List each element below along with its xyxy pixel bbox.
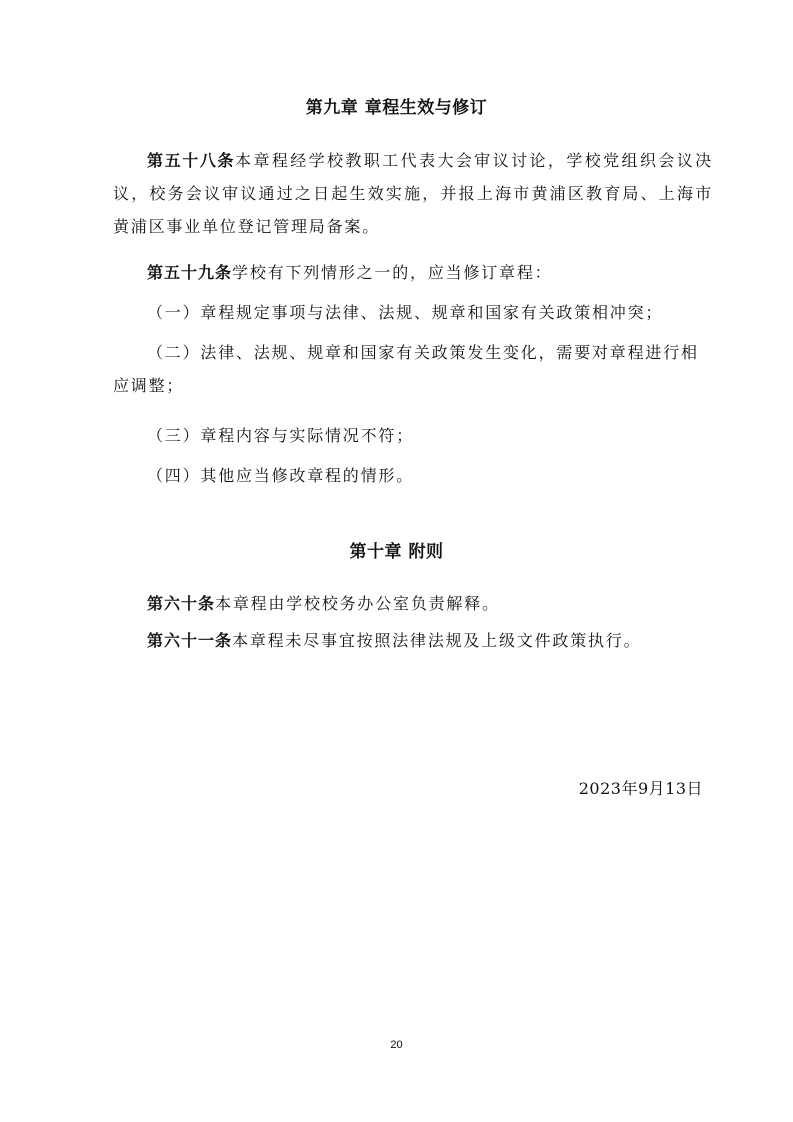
article-59-text: 学校有下列情形之一的，应当修订章程： — [232, 263, 553, 282]
article-59-lead: 第五十九条 — [147, 263, 233, 282]
list-item-4: （四）其他应当修改章程的情形。 — [147, 466, 415, 485]
list-item-1: （一）章程规定事项与法律、法规、规章和国家有关政策相冲突； — [147, 303, 664, 322]
article-61 — [113, 624, 713, 657]
article-60-lead: 第六十条 — [147, 594, 216, 613]
chapter-10-title: 第十章 附则 — [349, 542, 444, 562]
article-60 — [113, 587, 713, 620]
article-58-lead: 第五十八条 — [147, 151, 236, 170]
article-58-text: 本章程经学校教职工代表大会审议讨论，学校党组织会议决议，校务会议审议通过之日起生效实施，并报上海市黄浦区教育局、上海市黄浦区事业单位登记管理局备案。 — [113, 151, 713, 236]
list-item-2: （二）法律、法规、规章和国家有关政策发生变化，需要对章程进行相应调整； — [113, 343, 699, 395]
signing-date: 2023年9月13日 — [578, 779, 703, 798]
article-59 — [113, 256, 713, 289]
article-61-text: 本章程未尽事宜按照法律法规及上级文件政策执行。 — [232, 631, 642, 650]
article-61-lead: 第六十一条 — [147, 631, 233, 650]
article-60-text: 本章程由学校校务办公室负责解释。 — [215, 594, 500, 613]
page-number: 20 — [390, 1039, 403, 1051]
article-58 — [113, 144, 713, 243]
chapter-9-title: 第九章 章程生效与修订 — [305, 98, 488, 118]
list-item-3: （三）章程内容与实际情况不符； — [147, 426, 415, 445]
